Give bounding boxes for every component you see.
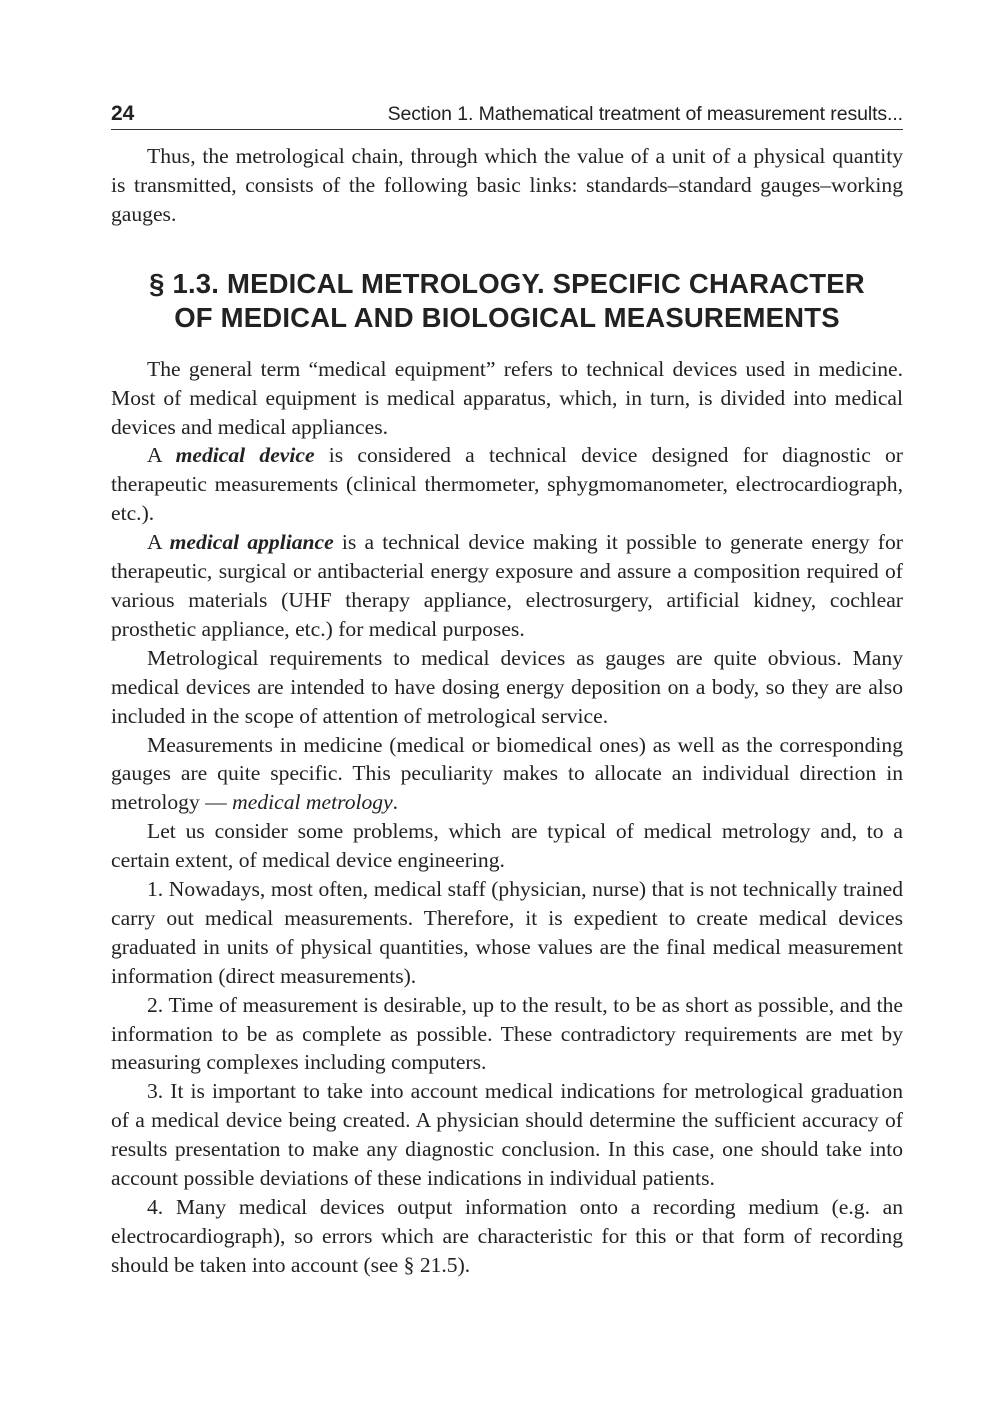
term-medical-metrology: medical metrology bbox=[232, 790, 393, 815]
paragraph-body: is a technical device making it possible to generate energy for therapeutic, surgical or antibacterial energy exposure and assure a composition required of various materials (UHF therapy appliance, electrosurgery, artificial kidney, cochlear prosthetic appliance, etc.) for medical purposes. bbox=[111, 530, 903, 641]
body-text bbox=[111, 142, 903, 1280]
list-item-1: 1. Nowadays, most often, medical staff (physician, nurse) that is not technically trained carry out medical measurements. Therefore, it is expedient to create medical devices graduated in units of physical quantities, whose values are the final medical measurement information (direct measurements). bbox=[111, 877, 903, 988]
section-heading-line-2: OF MEDICAL AND BIOLOGICAL MEASUREMENTS bbox=[174, 301, 840, 333]
term-medical-device: medical device bbox=[175, 443, 315, 468]
paragraph-problems-intro: Let us consider some problems, which are typical of medical metrology and, to a certain extent, of medical device engineering. bbox=[111, 819, 903, 873]
paragraph-prefix: A bbox=[147, 443, 176, 468]
section-heading-line-1: § 1.3. MEDICAL METROLOGY. SPECIFIC CHARACTER bbox=[149, 267, 865, 299]
paragraph-medical-metrology bbox=[111, 731, 903, 818]
list-item-3: 3. It is important to take into account medical indications for metrological graduation of a medical device being created. A physician should determine the sufficient accuracy of results presentation to make any diagnostic conclusion. In this case, one should take into account possible deviations of these indications in individual patients. bbox=[111, 1079, 903, 1191]
paragraph-end: . bbox=[392, 790, 399, 815]
paragraph-body: Measurements in medicine (medical or biomedical ones) as well as the corresponding gauges are quite specific. This peculiarity makes to allocate an individual direction in metrology — bbox=[111, 732, 903, 815]
list-item-4: 4. Many medical devices output information onto a recording medium (e.g. an electrocardiograph), so errors which are characteristic for this or that form of recording should be taken into account (see § 21.5). bbox=[111, 1195, 903, 1277]
section-heading bbox=[111, 267, 903, 335]
term-medical-appliance: medical appliance bbox=[169, 530, 334, 555]
paragraph-medical-appliance bbox=[111, 528, 903, 644]
paragraph-medical-device bbox=[111, 441, 903, 528]
intro-paragraph: Thus, the metrological chain, through which the value of a unit of a physical quantity is transmitted, consists of the following basic links: standards–standard gauges–working gauges. bbox=[111, 144, 903, 226]
running-header bbox=[111, 100, 903, 130]
book-page bbox=[111, 100, 903, 1280]
page-number: 24 bbox=[111, 102, 135, 125]
running-title: Section 1. Mathematical treatment of measurement results... bbox=[387, 103, 903, 125]
paragraph-metrological-requirements: Metrological requirements to medical devices as gauges are quite obvious. Many medical devices are intended to have dosing energy deposition on a body, so they are also included in the scope of attention of metrological service. bbox=[111, 645, 903, 728]
list-item-2: 2. Time of measurement is desirable, up to the result, to be as short as possible, and the information to be as complete as possible. These contradictory requirements are met by measuring complexes including computers. bbox=[111, 992, 903, 1075]
paragraph-prefix: A bbox=[147, 530, 170, 555]
paragraph-medical-equipment: The general term “medical equipment” refers to technical devices used in medicine. Most of medical equipment is medical apparatus, which, in turn, is divided into medical devices and medical appliances. bbox=[111, 356, 903, 439]
paragraph-body: is considered a technical device designed for diagnostic or therapeutic measurements (clinical thermometer, sphygmomanometer, electrocardiograph, etc.). bbox=[111, 443, 903, 526]
